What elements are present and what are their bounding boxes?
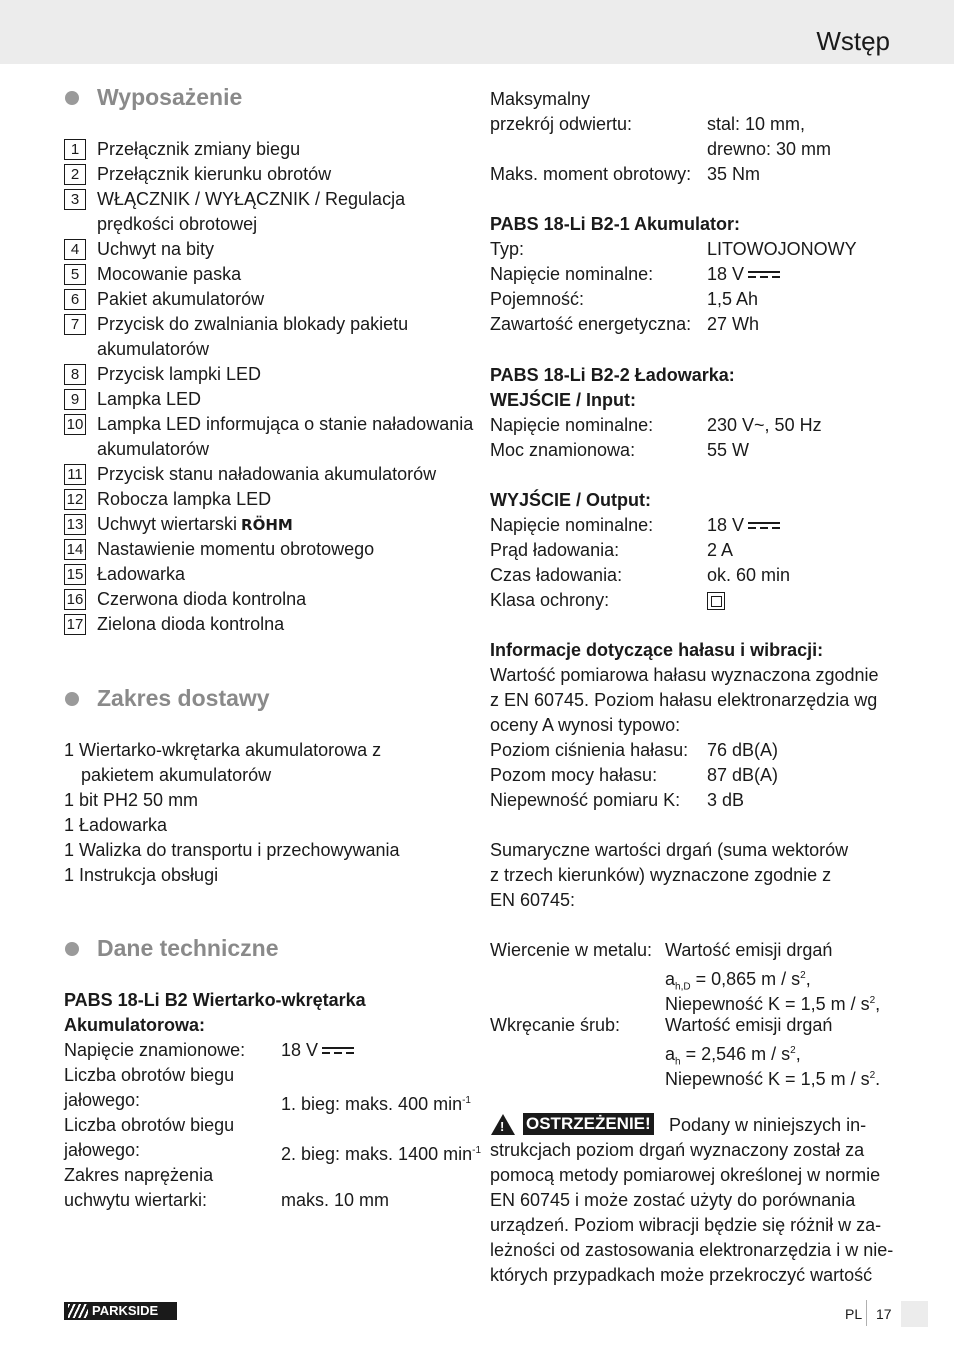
warning-text: Podany w niniejszych in- [669, 1115, 867, 1135]
item-number-box: 7 [64, 314, 86, 335]
battery-heading: PABS 18-Li B2-1 Akumulator: [490, 214, 741, 234]
equipment-item-label: Przycisk lampki LED [97, 364, 262, 384]
vibration-value: Wartość emisji drgań [665, 940, 833, 960]
vibration-value: $a_h = 2,546$ m / $s^2$, [665, 1044, 801, 1068]
warning-text: pomocą metody pomiarowej określonej w normie [490, 1165, 881, 1185]
spec-value: 1. bieg: maks. 400 $\min^{-1}$ [281, 1094, 471, 1114]
spec-value: stal: 10 mm, [707, 114, 806, 134]
item-number-box: 2 [64, 164, 86, 185]
item-number-box: 13 [64, 514, 86, 535]
item-number-box: 16 [64, 589, 86, 610]
spec-value: 27 Wh [707, 314, 760, 334]
equipment-item-label: Nastawienie momentu obrotowego [97, 539, 375, 559]
spec-value: ok. 60 min [707, 565, 791, 585]
spec-label: jałowego: [64, 1090, 141, 1110]
spec-label: Liczba obrotów biegu [64, 1115, 235, 1135]
drill-heading: Akumulatorowa: [64, 1015, 206, 1035]
item-number-box: 17 [64, 614, 86, 635]
spec-label: Maksymalny [490, 89, 591, 109]
page-number: 17 [876, 1306, 892, 1322]
dc-symbol-icon [748, 270, 780, 280]
spec-value: 87 dB(A) [707, 765, 779, 785]
protection-class-icon [707, 588, 725, 613]
noise-text: z EN 60745. Poziom hałasu elektronarzędzia wg [490, 690, 878, 710]
equipment-item-label: Mocowanie paska [97, 264, 242, 284]
delivery-item: pakietem akumulatorów [81, 765, 272, 785]
spec-value: 3 dB [707, 790, 745, 810]
vibration-value: Wartość emisji drgań [665, 1015, 833, 1035]
delivery-item: 1 Instrukcja obsługi [64, 865, 219, 885]
dc-symbol-icon [322, 1046, 354, 1056]
spec-label: przekrój odwiertu: [490, 114, 633, 134]
equipment-item-label: Lampka LED informująca o stanie naładowania [97, 414, 474, 434]
item-number-box: 11 [64, 464, 86, 485]
page-title: Wstęp [816, 26, 890, 56]
spec-label: Moc znamionowa: [490, 440, 636, 460]
equipment-title: Wyposażenie [97, 84, 243, 110]
footer-tab [901, 1301, 928, 1327]
language-code: PL [845, 1306, 863, 1322]
item-number-box: 4 [64, 239, 86, 260]
vibration-text: EN 60745: [490, 890, 576, 910]
output-heading: WYJŚCIE / Output: [490, 490, 651, 510]
equipment-item-label: Zielona dioda kontrolna [97, 614, 285, 634]
item-number-box: 15 [64, 564, 86, 585]
vibration-label: Wiercenie w metalu: [490, 940, 653, 960]
warning-text: strukcjach poziom drgań wyznaczony został za [490, 1140, 865, 1160]
spec-value: 230 V~, 50 Hz [707, 415, 822, 435]
spec-value: drewno: 30 mm [707, 139, 832, 159]
delivery-item: 1 Ładowarka [64, 815, 168, 835]
delivery-item: 1 Walizka do transportu i przechowywania [64, 840, 400, 860]
spec-label: jałowego: [64, 1140, 141, 1160]
warning-text: EN 60745 i może zostać użyty do porównania [490, 1190, 856, 1210]
equipment-item-label: Robocza lampka LED [97, 489, 272, 509]
spec-label: Poziom ciśnienia hałasu: [490, 740, 689, 760]
vibration-text: z trzech kierunków) wyznaczone zgodnie z [490, 865, 832, 885]
equipment-item-label: WŁĄCZNIK / WYŁĄCZNIK / Regulacja [97, 189, 406, 209]
warning-text: urządzeń. Poziom wibracji będzie się różnił w za- [490, 1215, 882, 1235]
logo-stripes-icon [68, 1304, 88, 1318]
equipment-item-label: Czerwona dioda kontrolna [97, 589, 307, 609]
item-number-box: 14 [64, 539, 86, 560]
warning-text: których przypadkach może przekroczyć wartość [490, 1265, 873, 1285]
item-number-box: 12 [64, 489, 86, 510]
tech-title: Dane techniczne [97, 935, 279, 961]
dc-symbol-icon [748, 521, 780, 531]
spec-label: Pojemność: [490, 289, 585, 309]
warning-label: OSTRZEŻENIE! [523, 1113, 654, 1135]
warning-text: leżności od zastosowania elektronarzędzia i w nie- [490, 1240, 894, 1260]
equipment-item-label: Pakiet akumulatorów [97, 289, 265, 309]
spec-label: Typ: [490, 239, 525, 259]
item-number-box: 5 [64, 264, 86, 285]
spec-label: Klasa ochrony: [490, 590, 610, 610]
equipment-item-label: Lampka LED [97, 389, 202, 409]
spec-label: Czas ładowania: [490, 565, 623, 585]
spec-value: 18 V [707, 513, 780, 538]
spec-value: 2 A [707, 540, 734, 560]
equipment-item-label: Uchwyt wiertarski RÖHM [97, 512, 293, 538]
equipment-item-label: Przełącznik kierunku obrotów [97, 164, 332, 184]
spec-label: Napięcie nominalne: [490, 264, 654, 284]
section-bullet [65, 91, 79, 105]
vibration-value: $a_{h,D} = 0,865$ m / $s^2$, [665, 969, 811, 993]
spec-value: 35 Nm [707, 164, 761, 184]
input-heading: WEJŚCIE / Input: [490, 390, 636, 410]
equipment-item-label: Przycisk do zwalniania blokady pakietu [97, 314, 409, 334]
section-bullet [65, 692, 79, 706]
rohm-logo: RÖHM [241, 516, 293, 534]
spec-value: 1,5 Ah [707, 289, 759, 309]
spec-value: 76 dB(A) [707, 740, 779, 760]
vibration-label: Wkręcanie śrub: [490, 1015, 621, 1035]
item-number-box: 9 [64, 389, 86, 410]
spec-label: Napięcie nominalne: [490, 415, 654, 435]
item-number-box: 3 [64, 189, 86, 210]
spec-label: Napięcie znamionowe: [64, 1040, 246, 1060]
footer-divider [866, 1300, 867, 1326]
spec-value: 18 V [281, 1038, 354, 1063]
item-number-box: 1 [64, 139, 86, 160]
equipment-item-label: akumulatorów [97, 339, 210, 359]
vibration-value: Niepewność K = 1,5 m / $s^2$. [665, 1069, 881, 1089]
warning-exclamation-icon: ! [500, 1119, 505, 1134]
header-band [0, 0, 954, 64]
spec-label: Liczba obrotów biegu [64, 1065, 235, 1085]
item-number-box: 8 [64, 364, 86, 385]
noise-text: oceny A wynosi typowo: [490, 715, 681, 735]
spec-value: 18 V [707, 262, 780, 287]
charger-heading: PABS 18-Li B2-2 Ładowarka: [490, 365, 735, 385]
spec-label: uchwytu wiertarki: [64, 1190, 208, 1210]
vibration-value: Niepewność K = 1,5 m / $s^2$, [665, 994, 881, 1014]
equipment-item-label: Ładowarka [97, 564, 186, 584]
spec-label: Pozom mocy hałasu: [490, 765, 658, 785]
section-bullet [65, 942, 79, 956]
spec-label: Zakres naprężenia [64, 1165, 214, 1185]
spec-label: Niepewność pomiaru K: [490, 790, 681, 810]
drill-heading: PABS 18-Li B2 Wiertarko-wkrętarka [64, 990, 366, 1010]
vibration-text: Sumaryczne wartości drgań (suma wektorów [490, 840, 849, 860]
spec-value: 2. bieg: maks. 1400 $\min^{-1}$ [281, 1144, 482, 1164]
equipment-item-label: Przycisk stanu naładowania akumulatorów [97, 464, 437, 484]
spec-label: Zawartość energetyczna: [490, 314, 692, 334]
spec-label: Maks. moment obrotowy: [490, 164, 692, 184]
equipment-item-label: Przełącznik zmiany biegu [97, 139, 301, 159]
equipment-item-label: Uchwyt na bity [97, 239, 215, 259]
delivery-item: 1 bit PH2 50 mm [64, 790, 199, 810]
spec-value: maks. 10 mm [281, 1190, 390, 1210]
equipment-item-label: akumulatorów [97, 439, 210, 459]
delivery-title: Zakres dostawy [97, 685, 270, 711]
item-number-box: 6 [64, 289, 86, 310]
equipment-item-label: prędkości obrotowej [97, 214, 258, 234]
item-number-box: 10 [64, 414, 86, 435]
spec-value: 55 W [707, 440, 750, 460]
spec-label: Prąd ładowania: [490, 540, 620, 560]
brand-logo: PARKSIDE [64, 1302, 177, 1320]
spec-value: LITOWOJONOWY [707, 239, 857, 259]
noise-text: Wartość pomiarowa hałasu wyznaczona zgodnie [490, 665, 879, 685]
delivery-item: 1 Wiertarko-wkrętarka akumulatorowa z [64, 740, 382, 760]
noise-heading: Informacje dotyczące hałasu i wibracji: [490, 640, 824, 660]
spec-label: Napięcie nominalne: [490, 515, 654, 535]
